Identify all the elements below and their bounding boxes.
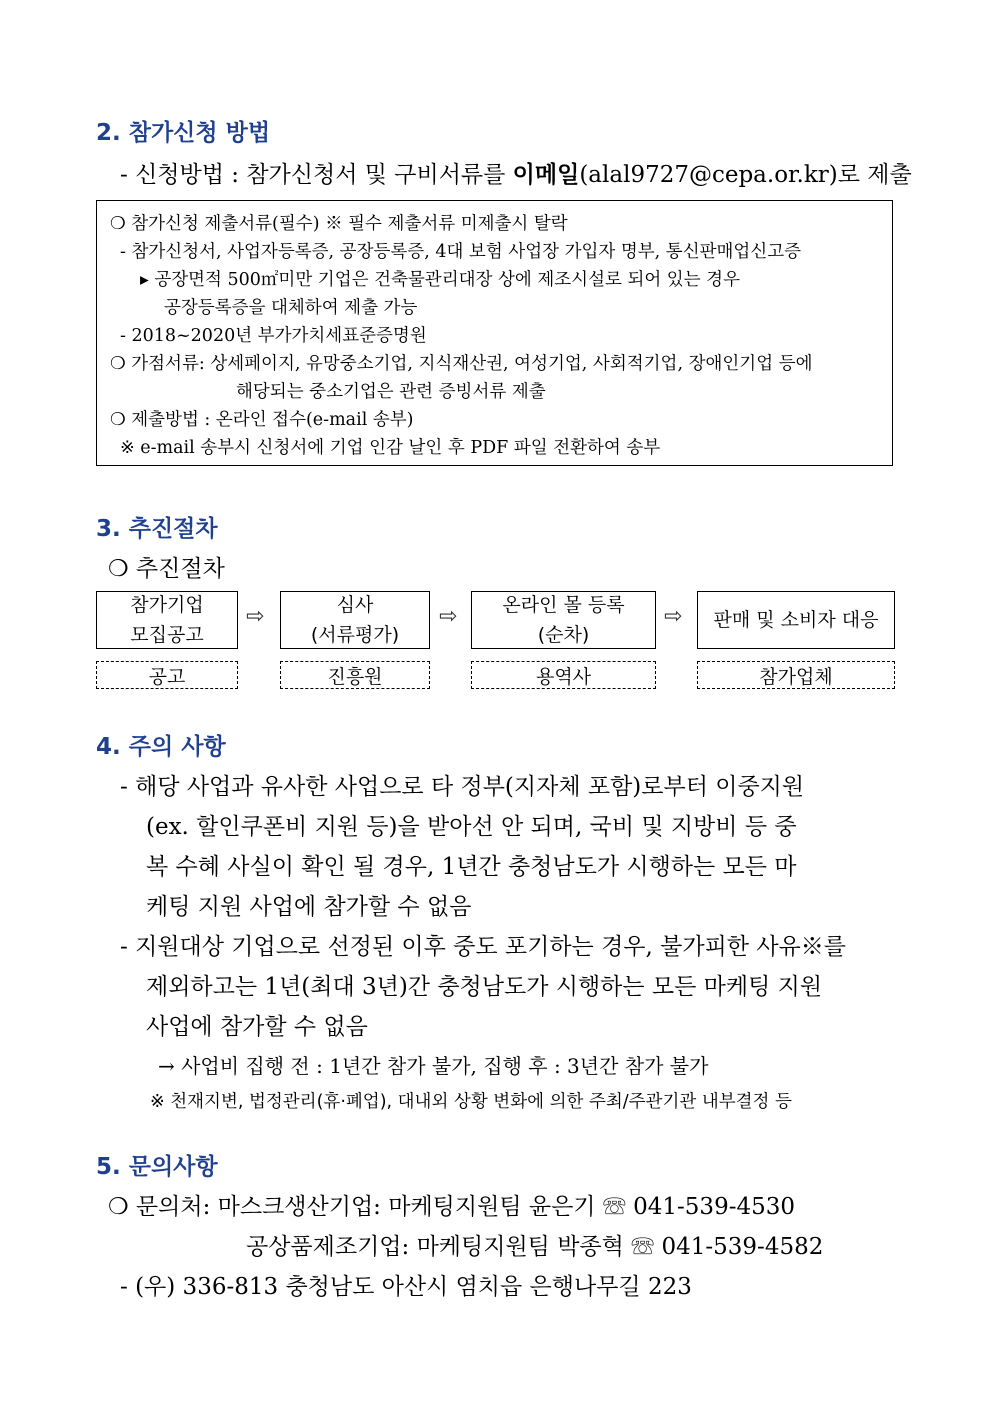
section-2-title: 2. 참가신청 방법 [96, 120, 271, 146]
flow-step-sales [697, 591, 895, 649]
flow-label-participant: 참가업체 [697, 661, 895, 689]
box-line-8: ❍ 제출방법 : 온라인 접수(e-mail 송부) [110, 410, 414, 430]
flow-step-recruit-line2: 모집공고 [130, 624, 204, 646]
box-line-3: ▸ 공장면적 500㎡미만 기업은 건축물관리대장 상에 제조시설로 되어 있는 경우 [140, 270, 740, 290]
flow-step-register-line2: (순차) [537, 624, 590, 646]
box-line-4: 공장등록증을 대체하여 제출 가능 [164, 298, 418, 318]
section-5-title: 5. 문의사항 [96, 1154, 218, 1180]
caution-footnote: ※ 천재지변, 법정관리(휴·폐업), 대내외 상황 변화에 의한 주최/주관기관 내부결정 등 [150, 1092, 792, 1112]
contact-address: - (우) 336-813 충청남도 아산시 염치읍 은행나무길 223 [120, 1274, 692, 1300]
procedure-subheading: ❍ 추진절차 [108, 556, 225, 582]
caution-p1-line1: - 해당 사업과 유사한 사업으로 타 정부(지자체 포함)로부터 이중지원 [120, 774, 805, 800]
section-3-title: 3. 추진절차 [96, 516, 218, 542]
box-line-9: ※ e-mail 송부시 신청서에 기업 인감 날인 후 PDF 파일 전환하여 송부 [120, 438, 661, 458]
flow-arrow-icon: ⇨ [439, 604, 458, 629]
caution-p2-line1: - 지원대상 기업으로 선정된 이후 중도 포기하는 경우, 불가피한 사유※를 [120, 934, 846, 960]
flow-label-notice: 공고 [96, 661, 238, 689]
caution-p2-line2: 제외하고는 1년(최대 3년)간 충청남도가 시행하는 모든 마케팅 지원 [146, 974, 823, 1000]
flow-step-review-line2: (서류평가) [310, 624, 400, 646]
caution-p1-line3: 복 수혜 사실이 확인 될 경우, 1년간 충청남도가 시행하는 모든 마 [146, 854, 797, 880]
flow-label-agency: 진흥원 [280, 661, 430, 689]
box-line-1: ❍ 참가신청 제출서류(필수) ※ 필수 제출서류 미제출시 탈락 [110, 214, 568, 234]
flow-step-register [471, 591, 656, 649]
caution-p1-line2: (ex. 할인쿠폰비 지원 등)을 받아선 안 되며, 국비 및 지방비 등 중 [146, 814, 797, 840]
box-line-6: ❍ 가점서류: 상세페이지, 유망중소기업, 지식재산권, 여성기업, 사회적기업, 장애인기업 등에 [110, 354, 813, 374]
flow-step-sales-line1: 판매 및 소비자 대응 [713, 609, 879, 631]
flow-step-recruit [96, 591, 238, 649]
flow-step-review-line1: 심사 [336, 594, 374, 616]
application-method [120, 156, 912, 189]
flow-step-review [280, 591, 430, 649]
box-line-5: - 2018~2020년 부가가치세표준증명원 [120, 326, 427, 346]
box-line-7: 해당되는 중소기업은 관련 증빙서류 제출 [236, 382, 546, 402]
caution-p1-line4: 케팅 지원 사업에 참가할 수 없음 [146, 894, 472, 920]
method-suffix: (alal9727@cepa.or.kr)로 제출 [579, 162, 912, 188]
flow-arrow-icon: ⇨ [246, 604, 265, 629]
contact-line-2: 공상품제조기업: 마케팅지원팀 박종혁 ☏ 041-539-4582 [246, 1234, 824, 1260]
caution-penalty-line: → 사업비 집행 전 : 1년간 참가 불가, 집행 후 : 3년간 참가 불가 [158, 1054, 709, 1078]
method-prefix: - 신청방법 : 참가신청서 및 구비서류를 [120, 162, 513, 188]
contact-line-1: ❍ 문의처: 마스크생산기업: 마케팅지원팀 윤은기 ☏ 041-539-4530 [108, 1194, 796, 1220]
flow-step-register-line1: 온라인 몰 등록 [502, 594, 625, 616]
section-4-title: 4. 주의 사항 [96, 734, 226, 760]
caution-p2-line3: 사업에 참가할 수 없음 [146, 1014, 368, 1040]
method-email-bold: 이메일 [512, 161, 580, 188]
flow-arrow-icon: ⇨ [664, 604, 683, 629]
flow-step-recruit-line1: 참가기업 [130, 594, 204, 616]
box-line-2: - 참가신청서, 사업자등록증, 공장등록증, 4대 보험 사업장 가입자 명부, 통신판매업신고증 [120, 242, 802, 262]
flow-label-contractor: 용역사 [471, 661, 656, 689]
